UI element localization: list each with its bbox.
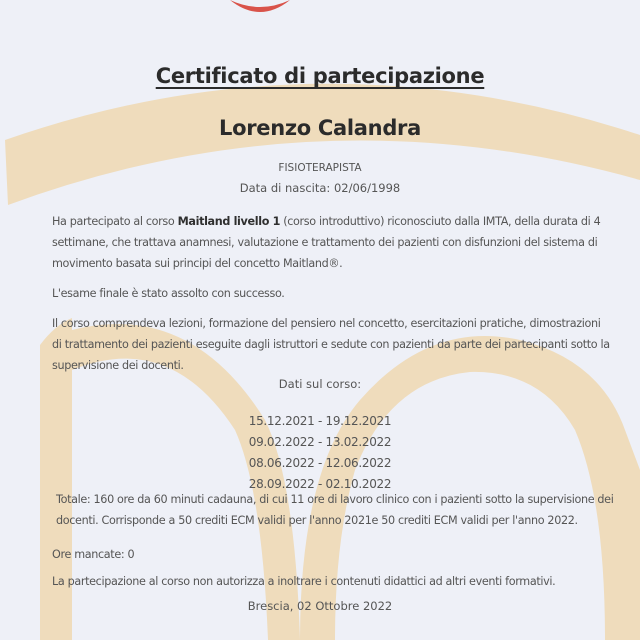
course-description [52, 211, 612, 274]
recipient-name: Lorenzo Calandra [219, 116, 421, 140]
recipient-profession: FISIOTERAPISTA [278, 162, 362, 174]
exam-result: L'esame finale è stato assolto con successo. [52, 287, 285, 300]
course-data-label: Dati sul corso: [278, 377, 362, 391]
birth-date: Data di nascita: 02/06/1998 [239, 181, 401, 195]
total-hours-credits: Totale: 160 ore da 60 minuti cadauna, di cui 11 ore di lavoro clinico con i pazienti sotto la supervisione dei docenti. Corrisponde a 50 crediti ECM validi per l'anno 2021e 50 crediti ECM validi per l'anno 2022. [56, 493, 614, 527]
course-description-prefix: Ha partecipato al corso [52, 215, 178, 228]
place-and-date: Brescia, 02 Ottobre 2022 [247, 599, 393, 613]
course-content: Il corso comprendeva lezioni, formazione del pensiero nel concetto, esercitazioni pratiche, dimostrazioni di trattamento dei pazienti eseguite dagli istruttori e sedute con pazienti da parte dei partecipanti sotto la supervisione dei docenti. [52, 317, 610, 372]
course-date-range: 09.02.2022 - 13.02.2022 [248, 435, 392, 449]
course-date-range: 15.12.2021 - 19.12.2021 [248, 414, 392, 428]
missed-hours: Ore mancate: 0 [52, 548, 135, 561]
course-description-suffix: (corso introduttivo) riconosciuto dalla IMTA, della durata di 4 settimane, che trattava anamnesi, valutazione e trattamento dei pazienti con disfunzioni del sistema di movimento basata sui principi del concetto Maitland®. [52, 215, 601, 270]
certificate-title: Certificato di partecipazione [155, 64, 485, 88]
organization-logo [200, 0, 480, 24]
course-date-range: 08.06.2022 - 12.06.2022 [248, 456, 392, 470]
disclaimer: La partecipazione al corso non autorizza a inoltrare i contenuti didattici ad altri eventi formativi. [52, 575, 556, 588]
logo-smile-icon [228, 0, 292, 16]
course-name: Maitland livello 1 [177, 215, 281, 228]
course-date-range: 28.09.2022 - 02.10.2022 [248, 477, 392, 491]
course-dates-list [0, 411, 640, 495]
